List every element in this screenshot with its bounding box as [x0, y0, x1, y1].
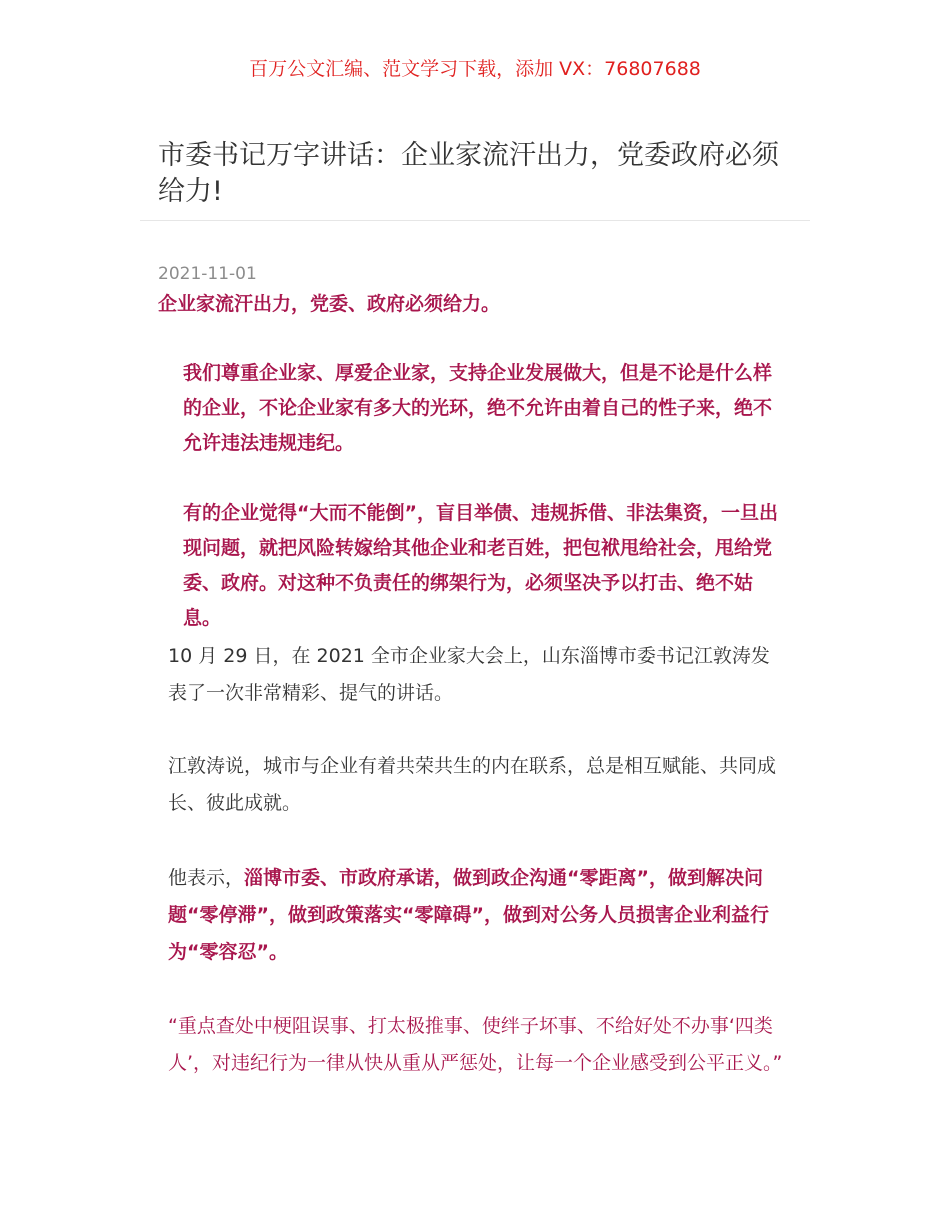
title-divider: [140, 220, 810, 221]
quoted-statement: “重点查处中梗阻误事、打太极推事、使绊子坏事、不给好处不办事‘四类人’，对违纪行为一律从快从重从严惩处，让每一个企业感受到公平正义。”: [168, 1015, 783, 1074]
header-banner: 百万公文汇编、范文学习下载，添加 VX：76807688: [249, 58, 701, 80]
lead-sentence: 企业家流汗出力，党委、政府必须给力。: [158, 293, 501, 315]
body-paragraph: [168, 860, 788, 971]
publish-date: 2021-11-01: [158, 264, 257, 284]
quote-paragraph: 我们尊重企业家、厚爱企业家，支持企业发展做大，但是不论是什么样的企业，不论企业家有多大的光环，绝不允许由着自己的性子来，绝不允许违法违规违纪。: [183, 362, 773, 454]
paragraph-prefix: 他表示，: [168, 867, 245, 889]
article-title: 市委书记万字讲话：企业家流汗出力，党委政府必须给力!: [158, 140, 779, 207]
body-paragraph: 10 月 29 日，在 2021 全市企业家大会上，山东淄博市委书记江敦涛发表了一次非常精彩、提气的讲话。: [168, 645, 770, 704]
body-paragraph: 江敦涛说，城市与企业有着共荣共生的内在联系，总是相互赋能、共同成长、彼此成就。: [168, 755, 777, 814]
highlighted-commitment: 淄博市委、市政府承诺，做到政企沟通“零距离”，做到解决问题“零停滞”，做到政策落实“零障碍”，做到对公务人员损害企业利益行为“零容忍”。: [168, 867, 769, 963]
quote-paragraph: 有的企业觉得“大而不能倒”，盲目举债、违规拆借、非法集资，一旦出现问题，就把风险转嫁给其他企业和老百姓，把包袱甩给社会，甩给党委、政府。对这种不负责任的绑架行为，必须坚决予以打击、绝不姑息。: [183, 502, 778, 629]
